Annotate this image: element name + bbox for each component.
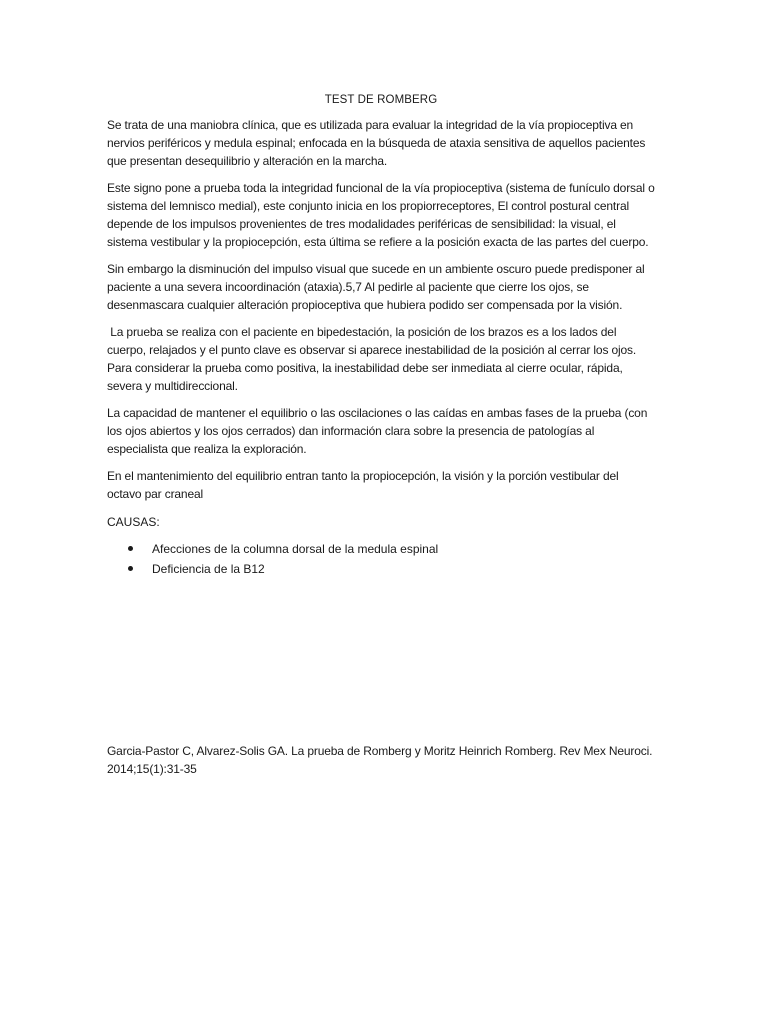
causas-heading: CAUSAS: [107,515,160,529]
document-title: TEST DE ROMBERG [324,94,438,106]
paragraph-procedure: La prueba se realiza con el paciente en bipedestación, la posición de los brazos es a los lados del cuerpo, relajados y el punto clave es observar si aparece inestabilidad de la posición al cerrar los ojos. Para considerar la prueba como positiva, la inestabilidad debe ser inmediata al cierre ocular, rápida, severa y multidireccional. [107,325,640,393]
document-body [107,92,655,579]
list-item [107,559,655,579]
list-item [107,539,655,559]
bullet-icon [128,546,133,551]
paragraph-visual-impulse: Sin embargo la disminución del impulso visual que sucede en un ambiente oscuro puede predisponer al paciente a una severa incoordinación (ataxia).5,7 Al pedirle al paciente que cierre los ojos, se desenmascara cualquier alteración propioceptiva que hubiera podido ser compensada por la visión. [107,262,645,312]
causa-text: Deficiencia de la B12 [152,562,265,576]
paragraph-balance-capacity: La capacidad de mantener el equilibrio o las oscilaciones o las caídas en ambas fases de la prueba (con los ojos abiertos y los ojos cerrados) dan información clara sobre la presencia de patologías al especialista que realiza la exploración. [107,406,648,456]
bibliographic-reference: Garcia-Pastor C, Alvarez-Solis GA. La prueba de Romberg y Moritz Heinrich Romberg. Rev Mex Neuroci. 2014;15(1):31-35 [107,744,653,776]
paragraph-balance-maintenance: En el mantenimiento del equilibrio entran tanto la propiocepción, la visión y la porción vestibular del octavo par craneal [107,469,619,501]
paragraph-definition: Se trata de una maniobra clínica, que es utilizada para evaluar la integridad de la vía propioceptiva en nervios periféricos y medula espinal; enfocada en la búsqueda de ataxia sensitiva de aquellos pacientes que presentan desequilibrio y alteración en la marcha. [107,118,646,168]
bullet-icon [128,566,133,571]
causas-list [107,539,655,579]
paragraph-proprioceptive-pathway: Este signo pone a prueba toda la integridad funcional de la vía propioceptiva (sistema de funículo dorsal o sistema del lemnisco medial), este conjunto inicia en los propiorreceptores, El control postural central depende de los impulsos provenientes de tres modalidades periféricas de sensibilidad: la visual, el sistema vestibular y la propiocepción, esta última se refiere a la posición exacta de las partes del cuerpo. [107,181,655,249]
causa-text: Afecciones de la columna dorsal de la medula espinal [152,542,439,556]
